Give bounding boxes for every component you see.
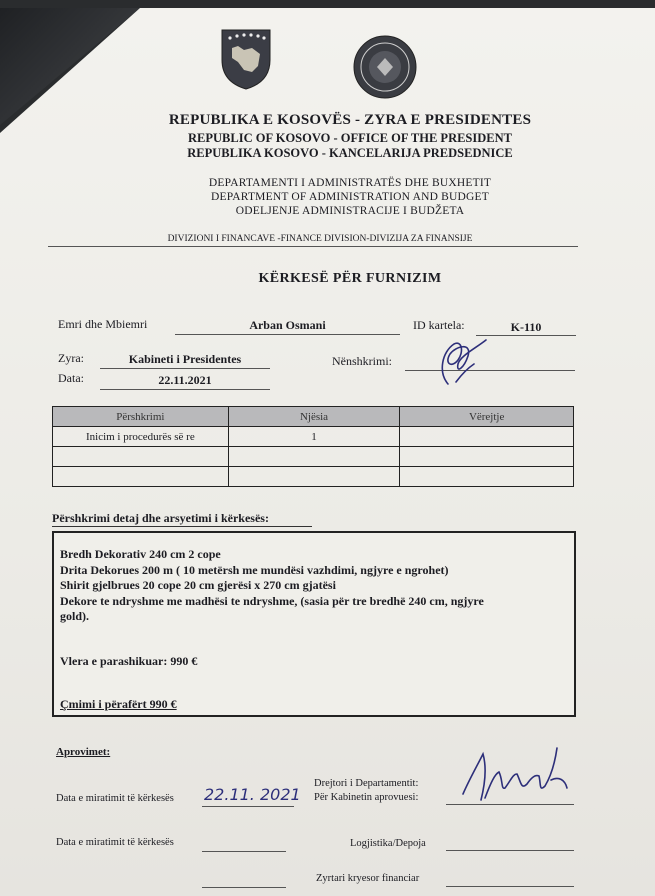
director-signature: [455, 740, 575, 810]
finance-date-underline: [202, 887, 286, 888]
kosovo-coat-of-arms-icon: [218, 26, 274, 92]
table-row: [53, 467, 574, 487]
estimated-value: Vlera e parashikuar: 990 €: [60, 654, 198, 668]
approximate-price: Çmimi i përafërt 990 €: [60, 697, 177, 711]
table-row: [53, 447, 574, 467]
presidential-seal-icon: [352, 34, 418, 100]
details-label-underline: [52, 526, 312, 527]
column-header-unit: Njësia: [228, 407, 400, 427]
table-cell: [228, 447, 400, 467]
table-row: [53, 427, 574, 447]
approval-date-label-2: Data e miratimit të kërkesës: [56, 837, 174, 848]
table-cell: [400, 427, 574, 447]
column-header-remarks: Vërejtje: [400, 407, 574, 427]
finance-officer-label: Zyrtari kryesor financiar: [316, 873, 420, 884]
table-cell: [53, 447, 229, 467]
items-table: [52, 406, 574, 487]
department-albanian: DEPARTAMENTI I ADMINISTRATËS DHE BUXHETIT: [208, 177, 492, 189]
id-value: K-110: [510, 320, 542, 334]
office-value: Kabineti i Presidentes: [128, 352, 242, 366]
name-value: Arban Osmani: [249, 318, 326, 332]
name-label: Emri dhe Mbiemri: [58, 317, 148, 331]
director-label-2: Për Kabinetin aprovuesi:: [314, 792, 419, 803]
header-line-serbian: REPUBLIKA KOSOVO - KANCELARIJA PREDSEDNICE: [187, 146, 513, 160]
signature-label: Nënshkrimi:: [332, 354, 392, 368]
division-underline: [48, 246, 578, 247]
logistics-label: Logjistika/Depoja: [350, 838, 426, 849]
division-line: DIVIZIONI I FINANCAVE -FINANCE DIVISION-DIVIZIJA ZA FINANSIJE: [167, 234, 473, 244]
table-cell: [53, 467, 229, 487]
approval-date-underline-2: [202, 851, 286, 852]
header-line-albanian: REPUBLIKA E KOSOVËS - ZYRA E PRESIDENTES: [168, 112, 532, 128]
name-underline: [175, 334, 400, 335]
approval-date-underline-1: [202, 806, 294, 807]
department-serbian: ODELJENJE ADMINISTRACIJE I BUDŽETA: [235, 205, 465, 217]
table-cell: [400, 447, 574, 467]
details-line: Bredh Dekorativ 240 cm 2 cope: [60, 547, 221, 561]
office-label: Zyra:: [58, 351, 84, 365]
approval-date-value-1: 22.11. 2021: [204, 785, 301, 804]
details-line: Shirit gjelbrues 20 cope 20 cm gjerësi x 270 cm gjatësi: [60, 578, 336, 592]
details-line: gold).: [60, 609, 90, 623]
office-underline: [100, 368, 270, 369]
column-header-description: Përshkrimi: [53, 407, 229, 427]
details-line: Dekore te ndryshme me madhësi te ndryshme, (sasia për tre bredhë 240 cm, ngjyre: [60, 594, 484, 608]
table-cell: 1: [228, 427, 400, 447]
details-line: Drita Dekorues 200 m ( 10 metërsh me mundësi vazhdimi, ngjyre e ngrohet): [60, 563, 449, 577]
requester-signature: [428, 334, 498, 390]
approval-date-label-1: Data e miratimit të kërkesës: [56, 793, 174, 804]
table-header-row: [53, 407, 574, 427]
table-cell: [400, 467, 574, 487]
details-box: [52, 531, 576, 717]
form-title: KËRKESË PËR FURNIZIM: [258, 271, 442, 286]
date-value: 22.11.2021: [158, 373, 212, 387]
details-label: Përshkrimi detaj dhe arsyetimi i kërkesës:: [52, 511, 269, 525]
date-label: Data:: [58, 371, 84, 385]
finance-officer-underline: [446, 886, 574, 887]
table-cell: Inicim i procedurës së re: [53, 427, 229, 447]
id-label: ID kartela:: [413, 318, 465, 332]
department-english: DEPARTMENT OF ADMINISTRATION AND BUDGET: [210, 191, 490, 203]
approvals-title: Aprovimet:: [56, 746, 111, 758]
table-cell: [228, 467, 400, 487]
director-label-1: Drejtori i Departamentit:: [314, 778, 419, 789]
date-underline: [100, 389, 270, 390]
logistics-underline: [446, 850, 574, 851]
header-line-english: REPUBLIC OF KOSOVO - OFFICE OF THE PRESIDENT: [188, 131, 512, 145]
